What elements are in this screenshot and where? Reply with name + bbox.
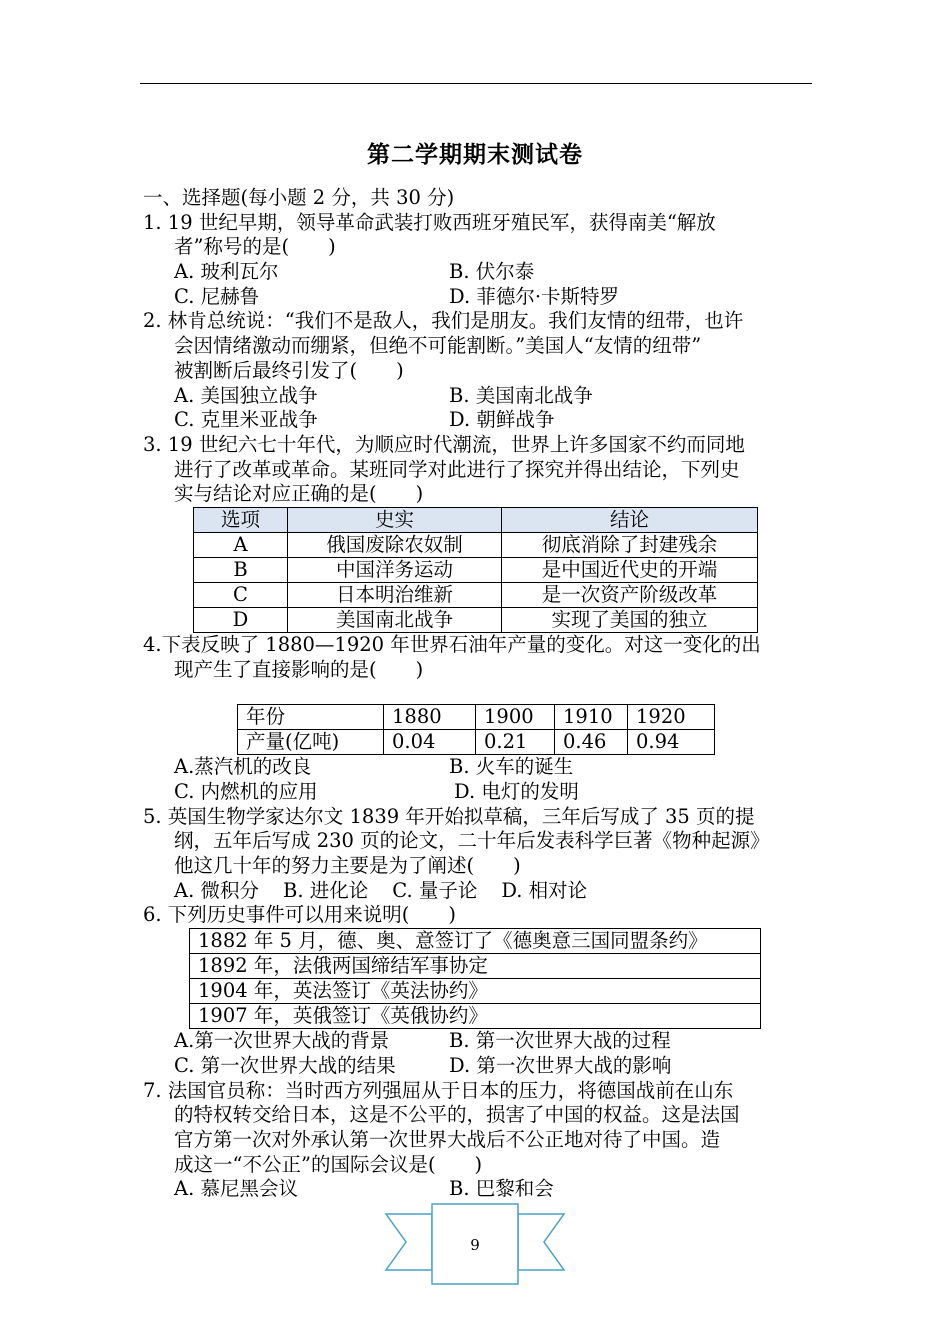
question-7: [143, 1079, 813, 1202]
page-number: 9: [470, 1236, 480, 1254]
options-row: [143, 285, 813, 310]
table-row: [190, 979, 761, 1004]
options-row: [143, 879, 813, 904]
table-cell: 0.94: [628, 730, 715, 755]
question-6: [143, 903, 813, 1078]
question-text: 会因情绪激动而绷紧，但绝不可能割断。”美国人“友情的纽带”: [174, 334, 702, 358]
table-cell: 0.04: [384, 730, 476, 755]
table-cell: D: [194, 607, 288, 632]
option-a: A. 微积分: [174, 878, 259, 902]
option-d: D. 朝鲜战争: [449, 408, 555, 432]
table-cell: 0.21: [476, 730, 555, 755]
event-cell: 1904 年，英法签订《英法协约》: [190, 979, 761, 1004]
question-text: 者”称号的是( ): [174, 235, 336, 259]
oil-output-table: [237, 704, 715, 755]
question-3: [143, 433, 813, 633]
option-d: D. 第一次世界大战的影响: [449, 1053, 672, 1077]
option-d: D. 相对论: [501, 878, 588, 902]
table-row: [194, 582, 758, 607]
question-text: 进行了改革或革命。某班同学对此进行了探究并得出结论，下列史: [174, 457, 740, 481]
table-cell: 彻底消除了封建残余: [502, 532, 758, 557]
table-cell: 是一次资产阶级改革: [502, 582, 758, 607]
options-row: [143, 755, 813, 780]
options-row: [143, 384, 813, 409]
table-cell: 是中国近代史的开端: [502, 557, 758, 582]
question-text: 3. 19 世纪六七十年代，为顺应时代潮流，世界上许多国家不约而同地: [143, 432, 745, 456]
question-text: 被割断后最终引发了( ): [174, 358, 404, 382]
option-b: B. 伏尔泰: [449, 260, 535, 284]
option-c: C. 克里米亚战争: [174, 408, 318, 432]
table-cell: 0.46: [555, 730, 628, 755]
events-table: [189, 928, 761, 1029]
question-text: 5. 英国生物学家达尔文 1839 年开始拟草稿，三年后写成了 35 页的提: [143, 804, 755, 828]
question-text: 6. 下列历史事件可以用来说明( ): [143, 903, 457, 927]
header-rule: [140, 83, 812, 84]
table-header: 1920: [628, 705, 715, 730]
option-a: A. 慕尼黑会议: [174, 1177, 298, 1201]
options-row: [143, 1054, 813, 1079]
table-cell: 俄国废除农奴制: [288, 532, 502, 557]
option-a: A.第一次世界大战的背景: [174, 1029, 390, 1053]
option-b: B. 美国南北战争: [449, 383, 593, 407]
table-cell: 中国洋务运动: [288, 557, 502, 582]
question-4: [143, 633, 813, 805]
event-cell: 1882 年 5 月，德、奥、意签订了《德奥意三国同盟条约》: [190, 929, 761, 954]
option-b: B. 巴黎和会: [449, 1177, 554, 1201]
question-text: 成这一“不公正”的国际会议是( ): [174, 1152, 483, 1176]
event-cell: 1907 年，英俄签订《英俄协约》: [190, 1004, 761, 1029]
question-2: [143, 309, 813, 432]
option-b: B. 第一次世界大战的过程: [449, 1029, 671, 1053]
table-header-row: [194, 507, 758, 532]
table-row: [194, 607, 758, 632]
table-row: [190, 929, 761, 954]
table-cell: 实现了美国的独立: [502, 607, 758, 632]
options-row: [143, 260, 813, 285]
table-row: [190, 1004, 761, 1029]
option-c: C. 量子论: [392, 878, 478, 902]
options-row: [143, 780, 813, 805]
page-title: 第二学期期末测试卷: [367, 141, 583, 168]
table-cell: 产量(亿吨): [238, 730, 384, 755]
question-text: 的特权转交给日本，这是不公平的，损害了中国的权益。这是法国: [174, 1103, 740, 1127]
question-text: 1. 19 世纪早期，领导革命武装打败西班牙殖民军，获得南美“解放: [143, 210, 716, 234]
question-text: 现产生了直接影响的是( ): [174, 657, 424, 681]
option-b: B. 进化论: [282, 878, 369, 902]
table-row: [238, 705, 715, 730]
table-cell: A: [194, 532, 288, 557]
option-d: D. 菲德尔·卡斯特罗: [449, 284, 620, 308]
question-1: [143, 211, 813, 310]
event-cell: 1892 年，法俄两国缔结军事协定: [190, 954, 761, 979]
table-cell: B: [194, 557, 288, 582]
table-cell: 日本明治维新: [288, 582, 502, 607]
option-c: C. 尼赫鲁: [174, 284, 260, 308]
question-text: 实与结论对应正确的是( ): [174, 482, 424, 506]
table-header: 结论: [502, 507, 758, 532]
option-a: A.蒸汽机的改良: [174, 755, 312, 779]
question-text: 纲，五年后写成 230 页的论文，二十年后发表科学巨著《物种起源》: [174, 829, 770, 853]
table-row: [238, 730, 715, 755]
options-row: [143, 1029, 813, 1054]
table-row: [194, 532, 758, 557]
table-cell: 美国南北战争: [288, 607, 502, 632]
option-a: A. 玻利瓦尔: [174, 260, 279, 284]
table-header: 1910: [555, 705, 628, 730]
table-header: 年份: [238, 705, 384, 730]
table-header: 史实: [288, 507, 502, 532]
option-c: C. 内燃机的应用: [174, 780, 318, 803]
table-row: [190, 954, 761, 979]
table-cell: C: [194, 582, 288, 607]
question-text: 4.下表反映了 1880—1920 年世界石油年产量的变化。对这一变化的出: [143, 632, 761, 656]
comparison-table: [193, 507, 758, 633]
question-text: 官方第一次对外承认第一次世界大战后不公正地对待了中国。造: [174, 1127, 721, 1151]
table-header: 选项: [194, 507, 288, 532]
question-text: 他这几十年的努力主要是为了阐述( ): [174, 854, 521, 878]
exam-content: [143, 186, 813, 1202]
question-5: [143, 805, 813, 904]
option-b: B. 火车的诞生: [449, 755, 574, 779]
option-a: A. 美国独立战争: [174, 383, 318, 407]
table-header: 1900: [476, 705, 555, 730]
options-row: [143, 408, 813, 433]
page-number-badge: [384, 1198, 566, 1290]
section-heading: 一、选择题(每小题 2 分，共 30 分): [143, 186, 455, 209]
question-text: 2. 林肯总统说：“我们不是敌人，我们是朋友。我们友情的纽带，也许: [143, 309, 744, 333]
question-text: 7. 法国官员称：当时西方列强屈从于日本的压力，将德国战前在山东: [143, 1078, 734, 1102]
table-row: [194, 557, 758, 582]
option-d: D. 电灯的发明: [454, 780, 579, 803]
option-c: C. 第一次世界大战的结果: [174, 1053, 396, 1077]
table-header: 1880: [384, 705, 476, 730]
